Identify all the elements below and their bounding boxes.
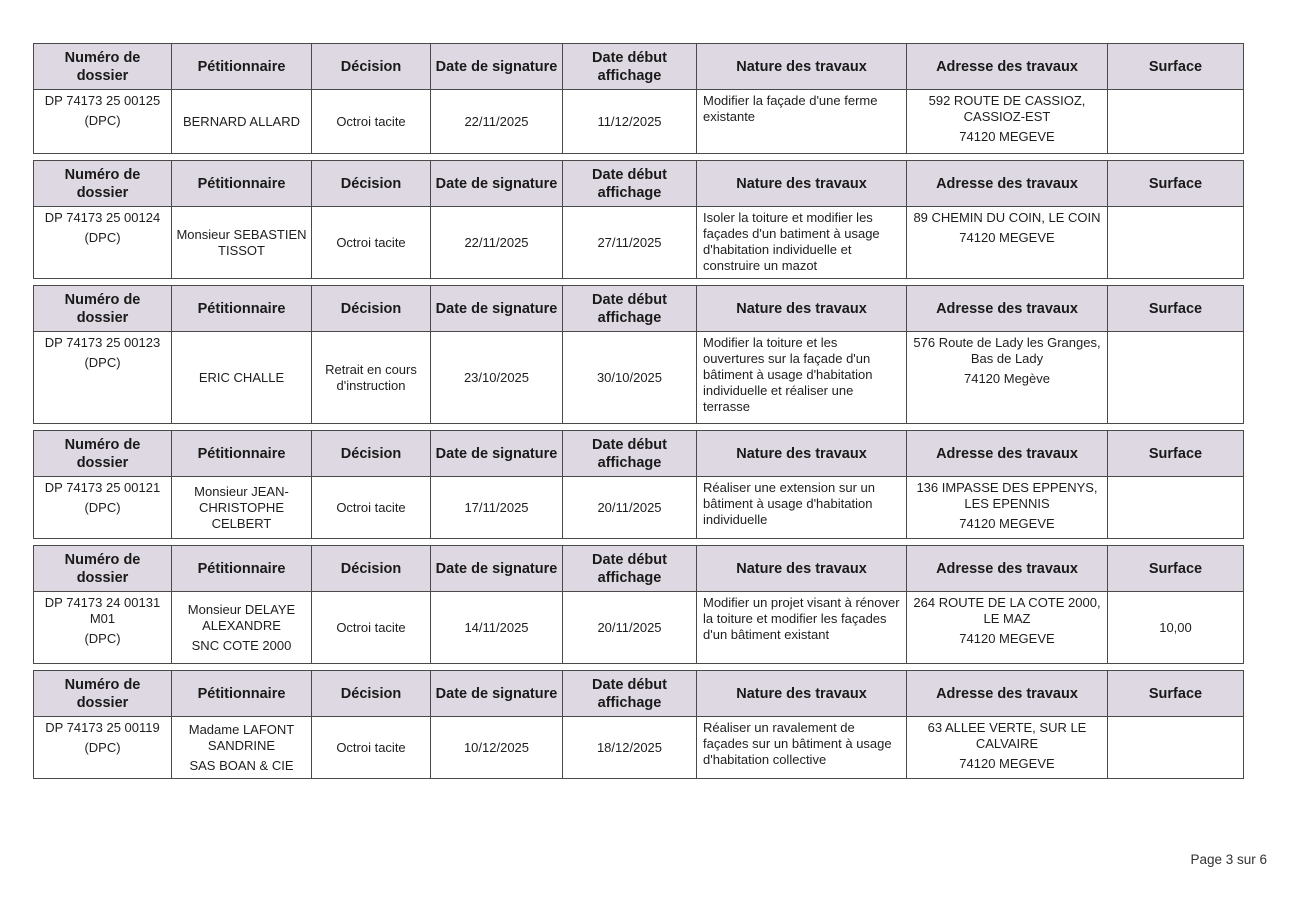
header-date-signature: Date de signature [431, 546, 563, 592]
cell-numero [34, 332, 172, 424]
adresse-ville: 74120 Megève [963, 371, 1050, 386]
adresse-ville: 74120 MEGEVE [959, 230, 1055, 245]
cell-adresse [907, 717, 1108, 779]
record-table [33, 670, 1244, 779]
header-decision: Décision [312, 44, 431, 90]
header-petitionnaire: Pétitionnaire [172, 286, 312, 332]
header-decision: Décision [312, 431, 431, 477]
header-surface: Surface [1108, 546, 1244, 592]
cell-date-signature: 23/10/2025 [431, 332, 563, 424]
table-row [34, 717, 1244, 779]
header-adresse: Adresse des travaux [907, 44, 1108, 90]
cell-decision: Octroi tacite [312, 717, 431, 779]
adresse-ville: 74120 MEGEVE [959, 631, 1055, 646]
header-decision: Décision [312, 161, 431, 207]
table-row [34, 90, 1244, 154]
header-surface: Surface [1108, 44, 1244, 90]
cell-petitionnaire [172, 332, 312, 424]
table-row [34, 207, 1244, 279]
header-petitionnaire: Pétitionnaire [172, 161, 312, 207]
header-surface: Surface [1108, 161, 1244, 207]
cell-date-affichage: 30/10/2025 [563, 332, 697, 424]
cell-numero [34, 207, 172, 279]
adresse-ville: 74120 MEGEVE [959, 516, 1055, 531]
header-numero: Numéro de dossier [34, 161, 172, 207]
cell-decision: Octroi tacite [312, 592, 431, 664]
cell-adresse [907, 477, 1108, 539]
numero-dossier: DP 74173 25 00119 [45, 720, 160, 735]
header-date-signature: Date de signature [431, 44, 563, 90]
header-date-affichage: Date début affichage [563, 671, 697, 717]
cell-nature: Réaliser un ravalement de façades sur un bâtiment à usage d'habitation collective [697, 717, 907, 779]
adresse-ville: 74120 MEGEVE [959, 756, 1055, 771]
header-surface: Surface [1108, 671, 1244, 717]
record-table [33, 545, 1244, 664]
petitionnaire-societe: SAS BOAN & CIE [189, 757, 294, 773]
header-surface: Surface [1108, 431, 1244, 477]
header-date-signature: Date de signature [431, 161, 563, 207]
cell-adresse [907, 332, 1108, 424]
cell-nature: Réaliser une extension sur un bâtiment à usage d'habitation individuelle [697, 477, 907, 539]
cell-surface: 10,00 [1108, 592, 1244, 664]
type-dossier: (DPC) [84, 500, 121, 515]
cell-adresse [907, 207, 1108, 279]
cell-petitionnaire [172, 477, 312, 539]
header-petitionnaire: Pétitionnaire [172, 431, 312, 477]
header-numero: Numéro de dossier [34, 286, 172, 332]
header-adresse: Adresse des travaux [907, 671, 1108, 717]
cell-surface [1108, 90, 1244, 154]
cell-petitionnaire [172, 717, 312, 779]
header-nature: Nature des travaux [697, 431, 907, 477]
cell-decision: Octroi tacite [312, 477, 431, 539]
page-number: Page 3 sur 6 [1190, 852, 1267, 867]
cell-date-affichage: 27/11/2025 [563, 207, 697, 279]
header-date-signature: Date de signature [431, 431, 563, 477]
header-adresse: Adresse des travaux [907, 161, 1108, 207]
type-dossier: (DPC) [84, 740, 121, 755]
record-table [33, 160, 1244, 279]
header-row [34, 431, 1244, 477]
adresse-rue: 136 IMPASSE DES EPPENYS, LES EPENNIS [916, 480, 1098, 511]
record-block [33, 285, 1243, 424]
cell-surface [1108, 207, 1244, 279]
cell-date-signature: 14/11/2025 [431, 592, 563, 664]
records-list [33, 43, 1243, 785]
petitionnaire-name: Monsieur SEBASTIEN TISSOT [176, 226, 307, 258]
header-nature: Nature des travaux [697, 671, 907, 717]
record-block [33, 430, 1243, 539]
cell-numero [34, 592, 172, 664]
header-numero: Numéro de dossier [34, 44, 172, 90]
cell-date-signature: 17/11/2025 [431, 477, 563, 539]
adresse-rue: 264 ROUTE DE LA COTE 2000, LE MAZ [913, 595, 1101, 626]
record-block [33, 160, 1243, 279]
header-date-affichage: Date début affichage [563, 431, 697, 477]
cell-date-affichage: 20/11/2025 [563, 477, 697, 539]
type-dossier: (DPC) [84, 355, 121, 370]
petitionnaire-name: BERNARD ALLARD [182, 113, 301, 129]
header-decision: Décision [312, 286, 431, 332]
header-date-affichage: Date début affichage [563, 161, 697, 207]
record-table [33, 430, 1244, 539]
cell-date-affichage: 18/12/2025 [563, 717, 697, 779]
adresse-rue: 576 Route de Lady les Granges, Bas de Lady [913, 335, 1101, 366]
cell-date-affichage: 11/12/2025 [563, 90, 697, 154]
petitionnaire-name: Monsieur DELAYE ALEXANDRE [187, 601, 296, 633]
header-row [34, 546, 1244, 592]
cell-numero [34, 90, 172, 154]
cell-adresse [907, 592, 1108, 664]
header-nature: Nature des travaux [697, 44, 907, 90]
header-row [34, 286, 1244, 332]
cell-petitionnaire [172, 592, 312, 664]
cell-surface [1108, 332, 1244, 424]
header-numero: Numéro de dossier [34, 671, 172, 717]
header-nature: Nature des travaux [697, 286, 907, 332]
cell-date-signature: 22/11/2025 [431, 90, 563, 154]
type-dossier: (DPC) [84, 230, 121, 245]
header-petitionnaire: Pétitionnaire [172, 671, 312, 717]
adresse-ville: 74120 MEGEVE [959, 129, 1055, 144]
record-table [33, 285, 1244, 424]
header-decision: Décision [312, 546, 431, 592]
petitionnaire-name: Madame LAFONT SANDRINE [188, 721, 295, 753]
cell-adresse [907, 90, 1108, 154]
table-row [34, 332, 1244, 424]
header-adresse: Adresse des travaux [907, 286, 1108, 332]
petitionnaire-name: ERIC CHALLE [198, 369, 285, 385]
cell-numero [34, 477, 172, 539]
record-block [33, 670, 1243, 779]
adresse-rue: 63 ALLEE VERTE, SUR LE CALVAIRE [927, 720, 1087, 751]
cell-surface [1108, 477, 1244, 539]
cell-nature: Modifier la toiture et les ouvertures sur la façade d'un bâtiment à usage d'habitation individuelle et réaliser une terrasse [697, 332, 907, 424]
record-block [33, 545, 1243, 664]
header-numero: Numéro de dossier [34, 431, 172, 477]
cell-decision: Octroi tacite [312, 207, 431, 279]
cell-petitionnaire [172, 90, 312, 154]
cell-nature: Isoler la toiture et modifier les façades d'un batiment à usage d'habitation individuelle et construire un mazot [697, 207, 907, 279]
header-date-affichage: Date début affichage [563, 546, 697, 592]
header-nature: Nature des travaux [697, 546, 907, 592]
header-row [34, 44, 1244, 90]
cell-date-signature: 10/12/2025 [431, 717, 563, 779]
header-date-signature: Date de signature [431, 286, 563, 332]
cell-date-signature: 22/11/2025 [431, 207, 563, 279]
numero-dossier: DP 74173 25 00125 [44, 93, 161, 108]
numero-dossier: DP 74173 25 00123 [44, 335, 161, 350]
table-row [34, 477, 1244, 539]
cell-surface [1108, 717, 1244, 779]
numero-dossier: DP 74173 25 00121 [44, 480, 161, 495]
cell-date-affichage: 20/11/2025 [563, 592, 697, 664]
header-petitionnaire: Pétitionnaire [172, 546, 312, 592]
header-adresse: Adresse des travaux [907, 431, 1108, 477]
header-date-affichage: Date début affichage [563, 286, 697, 332]
header-row [34, 161, 1244, 207]
record-block [33, 43, 1243, 154]
adresse-rue: 89 CHEMIN DU COIN, LE COIN [913, 210, 1101, 225]
header-decision: Décision [312, 671, 431, 717]
type-dossier: (DPC) [84, 113, 121, 128]
header-nature: Nature des travaux [697, 161, 907, 207]
header-date-signature: Date de signature [431, 671, 563, 717]
petitionnaire-societe: SNC COTE 2000 [191, 637, 292, 653]
header-row [34, 671, 1244, 717]
table-row [34, 592, 1244, 664]
cell-decision: Retrait en cours d'instruction [312, 332, 431, 424]
cell-petitionnaire [172, 207, 312, 279]
cell-nature: Modifier la façade d'une ferme existante [697, 90, 907, 154]
petitionnaire-name: Monsieur JEAN-CHRISTOPHE CELBERT [194, 483, 289, 531]
adresse-rue: 592 ROUTE DE CASSIOZ, CASSIOZ-EST [928, 93, 1086, 124]
header-numero: Numéro de dossier [34, 546, 172, 592]
cell-decision: Octroi tacite [312, 90, 431, 154]
cell-nature: Modifier un projet visant à rénover la toiture et modifier les façades d'un bâtiment existant [697, 592, 907, 664]
numero-dossier: DP 74173 24 00131 M01 [44, 595, 161, 626]
header-petitionnaire: Pétitionnaire [172, 44, 312, 90]
header-surface: Surface [1108, 286, 1244, 332]
cell-numero [34, 717, 172, 779]
header-adresse: Adresse des travaux [907, 546, 1108, 592]
type-dossier: (DPC) [84, 631, 121, 646]
numero-dossier: DP 74173 25 00124 [44, 210, 161, 225]
header-date-affichage: Date début affichage [563, 44, 697, 90]
record-table [33, 43, 1244, 154]
